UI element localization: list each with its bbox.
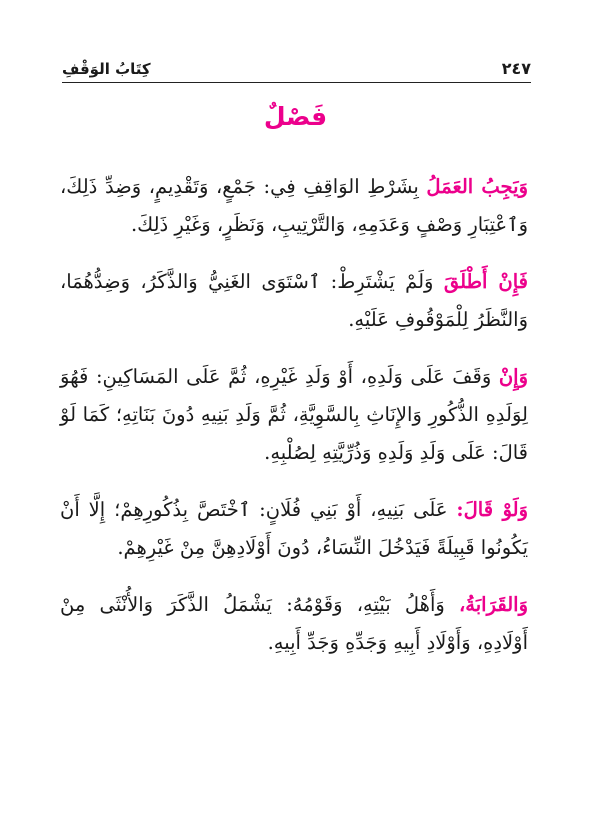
- paragraph-keyword: وَإِنْ: [498, 365, 528, 388]
- page-header: [62, 48, 531, 83]
- paragraph-text: وَأَهْلُ بَيْتِهِ، وَقَوْمُهُ: يَشْمَلُ الذَّكَرَ وَالأُنْثَى مِنْ أَوْلَادِهِ، وَأَوْلَادِ أَبِيهِ وَجَدِّهِ وَجَدِّ أَبِيهِ.: [60, 593, 528, 654]
- book-title: كِتَابُ الوَقْفِ: [62, 60, 151, 78]
- paragraph: [60, 263, 528, 339]
- paragraph-keyword: فَإِنْ أَطْلَقَ: [443, 270, 529, 293]
- paragraph: [60, 491, 528, 567]
- paragraph-keyword: وَالقَرَابَةُ،: [459, 593, 528, 616]
- page-number: ٢٤٧: [501, 59, 531, 78]
- paragraph-keyword: وَلَوْ قَالَ:: [456, 498, 528, 521]
- paragraph-text: وَقَفَ عَلَى وَلَدِهِ، أَوْ وَلَدِ غَيْرِهِ، ثُمَّ عَلَى المَسَاكِينِ: فَهُوَ لِوَلَدِهِ الذُّكُورِ وَالإِنَاثِ بِالسَّوِيَّةِ، ثُمَّ وَلَدِ بَنِيهِ دُونَ بَنَاتِهِ؛ كَمَا لَوْ قَالَ: عَلَى وَلَدِ وَلَدِهِ وَذُرِّيَّتِهِ لِصُلْبِهِ.: [60, 365, 528, 464]
- paragraph: [60, 358, 528, 472]
- paragraph-text: وَلَمْ يَشْتَرِطْ: ٱسْتَوَى الغَنِيُّ وَالذَّكَرُ، وَضِدُّهُمَا، وَالنَّظَرُ لِلْمَوْقُوفِ عَلَيْهِ.: [60, 270, 528, 331]
- paragraph-keyword: وَيَجِبُ العَمَلُ: [426, 175, 528, 198]
- paragraph: [60, 586, 528, 662]
- paragraph-text: بِشَرْطِ الوَاقِفِ فِي: جَمْعٍ، وَتَقْدِيمٍ، وَضِدِّ ذَلِكَ، وَٱعْتِبَارِ وَصْفٍ وَعَدَمِهِ، وَالتَّرْتِيبِ، وَنَظَرٍ، وَغَيْرِ ذَلِكَ.: [60, 175, 528, 236]
- body-text: [60, 168, 528, 681]
- paragraph-text: عَلَى بَنِيهِ، أَوْ بَنِي فُلَانٍ: ٱخْتَصَّ بِذُكُورِهِمْ؛ إِلَّا أَنْ يَكُونُوا قَبِيلَةً فَيَدْخُلَ النِّسَاءُ، دُونَ أَوْلَادِهِنَّ مِنْ غَيْرِهِمْ.: [60, 498, 528, 559]
- paragraph: [60, 168, 528, 244]
- section-title: فَصْلٌ: [263, 102, 328, 131]
